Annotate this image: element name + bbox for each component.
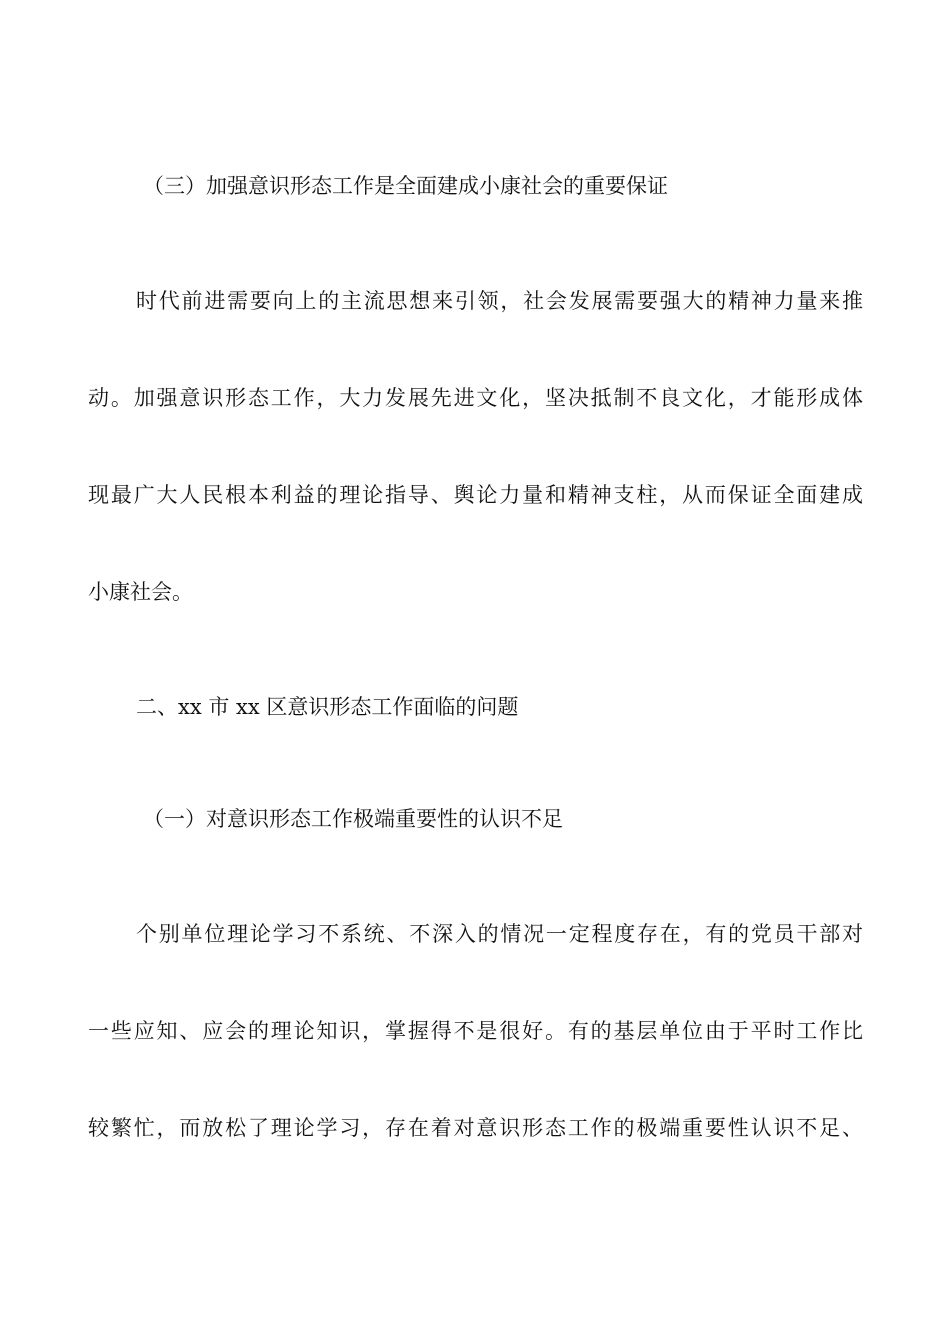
subheading-1: （一）对意识形态工作极端重要性的认识不足 — [143, 807, 563, 831]
paragraph-line: 个别单位理论学习不系统、不深入的情况一定程度存在，有的党员干部对 — [136, 922, 863, 946]
paragraph-line: 时代前进需要向上的主流思想来引领，社会发展需要强大的精神力量来推 — [136, 289, 863, 313]
paragraph-line: 动。加强意识形态工作，大力发展先进文化，坚决抵制不良文化，才能形成体 — [88, 386, 863, 410]
section-heading-3: （三）加强意识形态工作是全面建成小康社会的重要保证 — [143, 174, 668, 198]
paragraph-line: 较繁忙，而放松了理论学习，存在着对意识形态工作的极端重要性认识不足、 — [88, 1116, 863, 1140]
section-title-2: 二、xx 市 xx 区意识形态工作面临的问题 — [136, 695, 519, 719]
paragraph-line: 一些应知、应会的理论知识，掌握得不是很好。有的基层单位由于平时工作比 — [88, 1019, 863, 1043]
paragraph-line: 小康社会。 — [88, 580, 193, 604]
paragraph-line: 现最广大人民根本利益的理论指导、舆论力量和精神支柱，从而保证全面建成 — [88, 483, 863, 507]
